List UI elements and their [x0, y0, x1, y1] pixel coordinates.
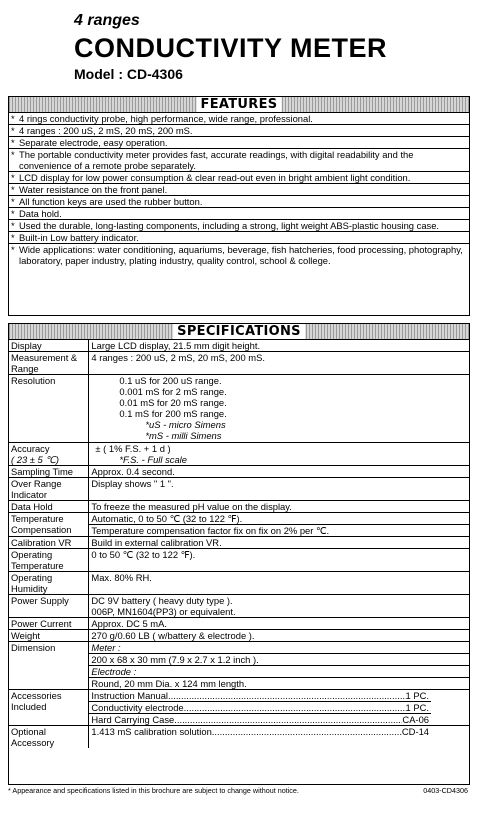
spec-row-accuracy	[9, 443, 469, 466]
spec-row-calibration	[9, 537, 469, 549]
accuracy-note: *F.S. - Full scale	[119, 454, 187, 465]
bullet-asterisk: *	[11, 113, 15, 124]
dimension-electrode-value: Round, 20 mm Dia. x 124 mm length.	[89, 677, 469, 689]
spec-label	[9, 443, 89, 466]
spec-label: Calibration VR	[9, 537, 89, 549]
resolution-note: *uS - micro Simens	[145, 419, 226, 430]
spec-row-power	[9, 595, 469, 618]
feature-text: Built-in Low battery indicator.	[19, 232, 139, 243]
spec-label: Dimension	[9, 642, 89, 690]
feature-item	[9, 183, 469, 195]
feature-item	[9, 231, 469, 243]
leader-dots	[184, 702, 406, 713]
footer-note: * Appearance and specifications listed in this brochure are subject to change without notice.	[8, 786, 299, 795]
spec-label: Display	[9, 340, 89, 352]
accessory-item	[91, 690, 429, 701]
spec-label: Temperature Compensation	[9, 513, 89, 537]
spec-row-display	[9, 340, 469, 352]
accuracy-condition: ( 23 ± 5 ℃)	[11, 454, 59, 465]
specifications-header-band	[9, 324, 469, 340]
power-equivalent: 006P, MN1604(PP3) or equivalent.	[91, 606, 236, 617]
spec-label: Weight	[9, 630, 89, 642]
spec-value	[89, 726, 469, 749]
accessory-name: Conductivity electrode	[91, 702, 184, 713]
title-block	[74, 12, 387, 82]
accessory-name: Hard Carrying Case	[91, 714, 175, 725]
spec-row-current	[9, 618, 469, 630]
footer	[8, 786, 468, 795]
resolution-line: 0.1 uS for 200 uS range.	[119, 375, 222, 386]
leader-dots	[174, 714, 402, 725]
spec-value: Display shows " 1 ".	[89, 478, 469, 501]
feature-text: Separate electrode, easy operation.	[19, 137, 168, 148]
model-number: Model : CD-4306	[74, 66, 183, 82]
spec-label: Data Hold	[9, 501, 89, 513]
spec-value	[89, 513, 469, 537]
feature-item	[9, 113, 469, 124]
accessory-qty: 1 PC.	[405, 702, 429, 713]
spec-label: Over Range Indicator	[9, 478, 89, 501]
document-code: 0403-CD4306	[423, 786, 468, 795]
features-heading: FEATURES	[197, 97, 282, 112]
feature-item	[9, 243, 469, 266]
dimension-meter-value: 200 x 68 x 30 mm (7.9 x 2.7 x 1.2 inch ).	[89, 653, 469, 665]
feature-item	[9, 148, 469, 171]
bullet-asterisk: *	[11, 149, 15, 160]
feature-text: The portable conductivity meter provides fast, accurate readings, with digital readability and the convenience of a remote probe separately.	[19, 149, 414, 171]
spec-value: 270 g/0.60 LB ( w/battery & electrode ).	[89, 630, 469, 642]
spec-label: Resolution	[9, 375, 89, 443]
spec-row-tempcomp	[9, 513, 469, 537]
tempcomp-range: Automatic, 0 to 50 ℃ (32 to 122 ℉).	[91, 513, 243, 524]
accessory-item	[89, 701, 431, 713]
bullet-asterisk: *	[11, 196, 15, 207]
optional-qty: CD-14	[401, 726, 429, 737]
features-section	[8, 96, 470, 316]
resolution-note: *mS - milli Simens	[145, 430, 222, 441]
bullet-asterisk: *	[11, 220, 15, 231]
feature-text: Used the durable, long-lasting components, including a strong, light weight ABS-plastic housing case.	[19, 220, 440, 231]
accuracy-value: ± ( 1% F.S. + 1 d )	[95, 443, 171, 454]
spec-row-sampling	[9, 466, 469, 478]
feature-text: Wide applications: water conditioning, aquariums, beverage, fish hatcheries, food processing, photography, laboratory, paper industry, plating industry, quality control, school & college.	[19, 244, 463, 266]
spec-row-dimension	[9, 642, 469, 690]
spec-value: 4 ranges : 200 uS, 2 mS, 20 mS, 200 mS.	[89, 352, 469, 375]
bullet-asterisk: *	[11, 208, 15, 219]
power-battery: DC 9V battery ( heavy duty type ).	[91, 595, 233, 606]
spec-value: Max. 80% RH.	[89, 572, 469, 595]
specifications-table	[9, 340, 469, 748]
feature-item	[9, 136, 469, 148]
spec-label: Measurement & Range	[9, 352, 89, 375]
spec-row-accessories	[9, 690, 469, 726]
spec-label: Operating Humidity	[9, 572, 89, 595]
feature-text: LCD display for low power consumption & clear read-out even in bright ambient light condition.	[19, 172, 411, 183]
spec-value: 0 to 50 ℃ (32 to 122 ℉).	[89, 549, 469, 572]
dimension-meter-label: Meter :	[91, 642, 121, 653]
spec-row-datahold	[9, 501, 469, 513]
spec-label: Power Supply	[9, 595, 89, 618]
accuracy-label: Accuracy	[11, 443, 50, 454]
feature-text: Data hold.	[19, 208, 62, 219]
feature-text: Water resistance on the front panel.	[19, 184, 168, 195]
ranges-subtitle: 4 ranges	[74, 12, 140, 29]
feature-item	[9, 171, 469, 183]
spec-label: Sampling Time	[9, 466, 89, 478]
spec-label: Operating Temperature	[9, 549, 89, 572]
resolution-line: 0.1 mS for 200 mS range.	[119, 408, 227, 419]
accessory-qty: 1 PC.	[405, 690, 429, 701]
spec-label: Power Current	[9, 618, 89, 630]
spec-row-optemp	[9, 549, 469, 572]
bullet-asterisk: *	[11, 184, 15, 195]
spec-value: Build in external calibration VR.	[89, 537, 469, 549]
leader-dots	[168, 690, 406, 701]
spec-value	[89, 595, 469, 618]
accessory-qty: CA-06	[402, 714, 429, 725]
spec-value	[89, 642, 469, 690]
spec-value: Approx. DC 5 mA.	[89, 618, 469, 630]
spec-value: To freeze the measured pH value on the display.	[89, 501, 469, 513]
spec-label: Accessories Included	[9, 690, 89, 726]
feature-item	[9, 219, 469, 231]
features-header-band	[9, 97, 469, 113]
spec-value: Approx. 0.4 second.	[89, 466, 469, 478]
spec-value	[89, 690, 469, 726]
optional-item	[91, 726, 429, 737]
spec-value: Large LCD display, 21.5 mm digit height.	[91, 340, 261, 351]
tempcomp-factor: Temperature compensation factor fix on fix on 2% per ℃.	[89, 524, 469, 536]
specifications-heading: SPECIFICATIONS	[173, 324, 305, 339]
leader-dots	[212, 726, 402, 737]
spec-value	[89, 443, 469, 466]
resolution-line: 0.001 mS for 2 mS range.	[119, 386, 227, 397]
feature-item	[9, 195, 469, 207]
features-list	[9, 113, 469, 266]
feature-item	[9, 207, 469, 219]
feature-text: All function keys are used the rubber button.	[19, 196, 203, 207]
spec-row-ophumidity	[9, 572, 469, 595]
spec-row-measurement	[9, 352, 469, 375]
bullet-asterisk: *	[11, 172, 15, 183]
specifications-section	[8, 323, 470, 785]
bullet-asterisk: *	[11, 244, 15, 255]
feature-text: 4 rings conductivity probe, high performance, wide range, professional.	[19, 113, 313, 124]
spec-value	[89, 375, 469, 443]
feature-item	[9, 124, 469, 136]
accessory-name: Instruction Manual	[91, 690, 169, 701]
bullet-asterisk: *	[11, 137, 15, 148]
dimension-electrode-label: Electrode :	[89, 665, 469, 677]
spec-label: Optional Accessory	[9, 726, 89, 749]
optional-name: 1.413 mS calibration solution	[91, 726, 212, 737]
feature-text: 4 ranges : 200 uS, 2 mS, 20 mS, 200 mS.	[19, 125, 193, 136]
spec-row-resolution	[9, 375, 469, 443]
spec-row-weight	[9, 630, 469, 642]
spec-row-optional	[9, 726, 469, 749]
resolution-line: 0.01 mS for 20 mS range.	[119, 397, 227, 408]
bullet-asterisk: *	[11, 125, 15, 136]
page-title: CONDUCTIVITY METER	[74, 33, 388, 63]
accessory-item	[89, 713, 431, 725]
spec-row-overrange	[9, 478, 469, 501]
bullet-asterisk: *	[11, 232, 15, 243]
